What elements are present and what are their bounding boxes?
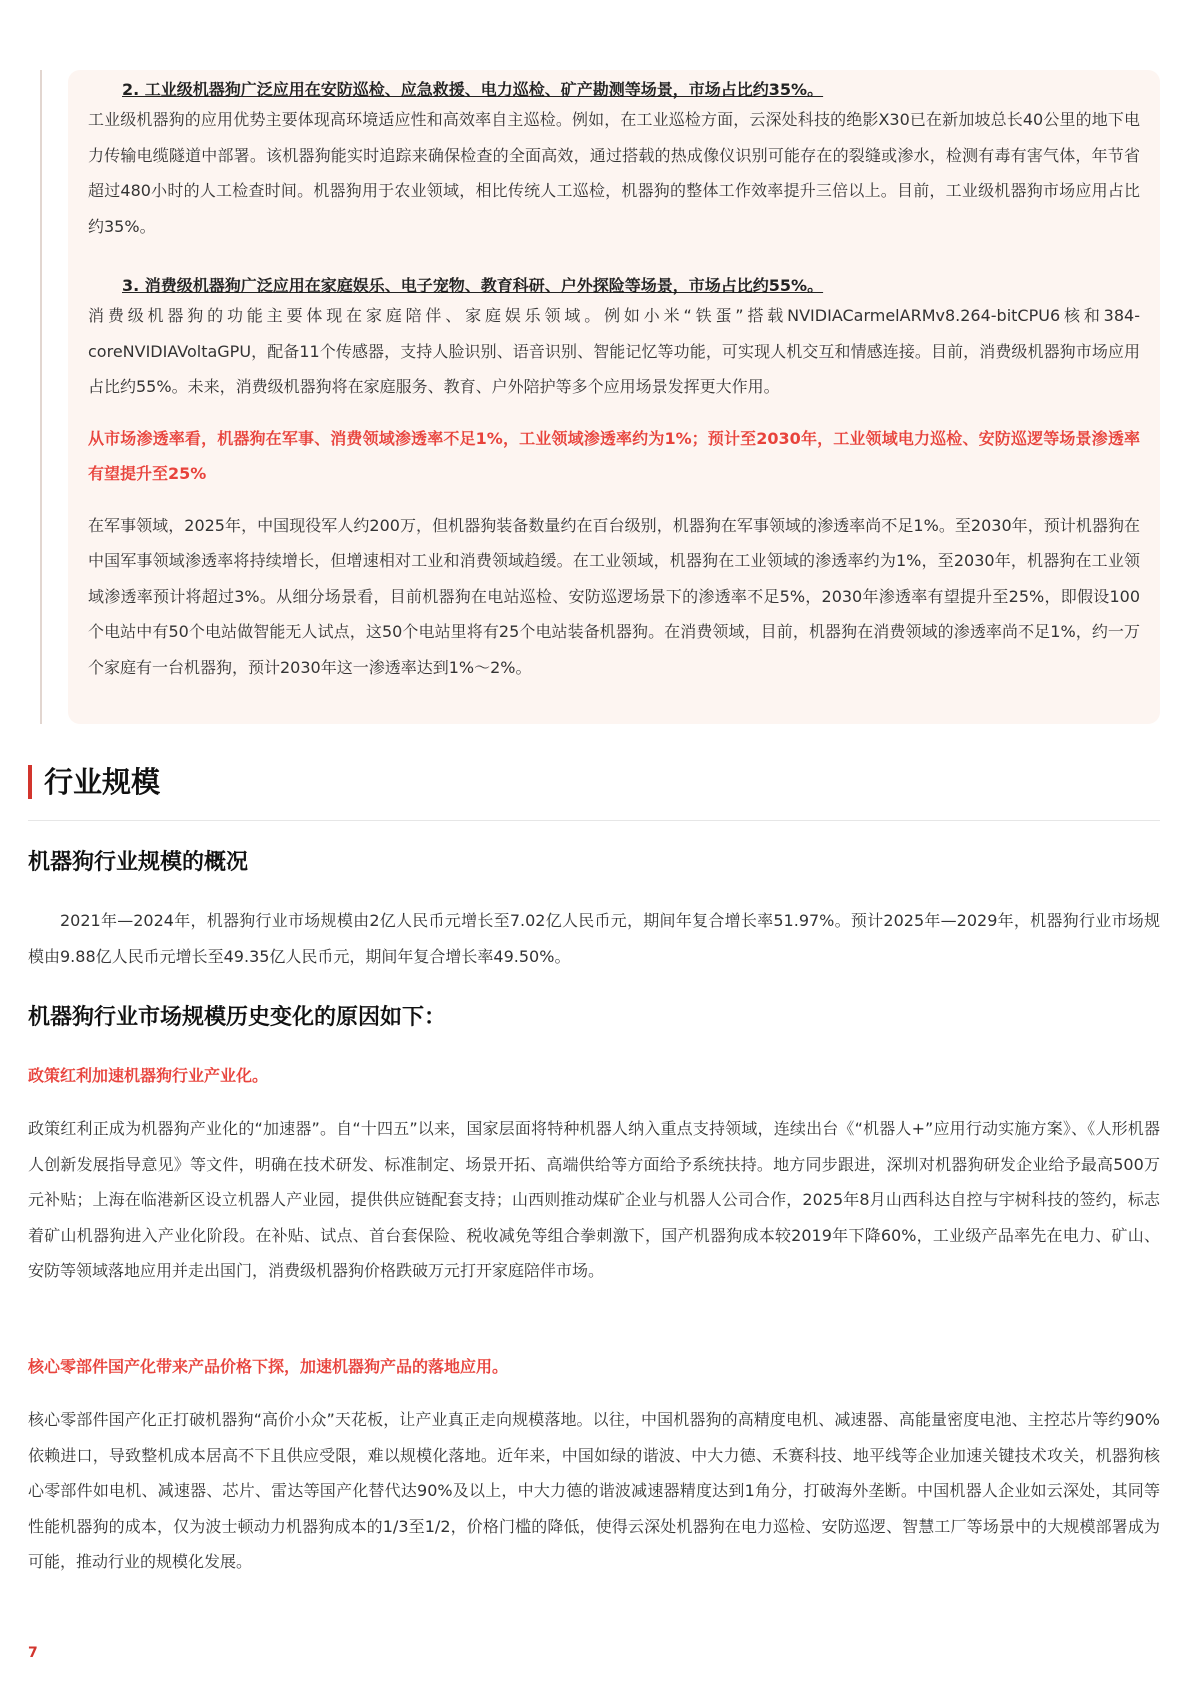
item2-body: 工业级机器狗的应用优势主要体现高环境适应性和高效率自主巡检。例如，在工业巡检方面，云深处科技的绝影X30已在新加坡总长40公里的地下电力传输电缆隧道中部署。该机器狗能实时追踪来确保检查的全面高效，通过搭载的热成像仪识别可能存在的裂缝或渗水，检测有毒有害气体，年节省超过480小时的人工检查时间。机器狗用于农业领域，相比传统人工巡检，机器狗的整体工作效率提升三倍以上。目前，工业级机器狗市场应用占比约35%。 [88,110,1140,236]
reason1-body: 政策红利正成为机器狗产业化的“加速器”。自“十四五”以来，国家层面将特种机器人纳入重点支持领域，连续出台《“机器人+”应用行动实施方案》、《人形机器人创新发展指导意见》等文件，明确在技术研发、标准制定、场景开拓、高端供给等方面给予系统扶持。地方同步跟进，深圳对机器狗研发企业给予最高500万元补贴；上海在临港新区设立机器人产业园，提供供应链配套支持；山西则推动煤矿企业与机器人公司合作，2025年8月山西科达自控与宇树科技的签约，标志着矿山机器狗进入产业化阶段。在补贴、试点、首台套保险、税收减免等组合拳刺激下，国产机器狗成本较2019年下降60%，工业级产品率先在电力、矿山、安防等领域落地应用并走出国门，消费级机器狗价格跌破万元打开家庭陪伴市场。 [28,1119,1160,1280]
overview-heading: 机器狗行业规模的概况 [28,850,249,875]
section-divider [28,820,1160,821]
item3-heading: 3. 消费级机器狗广泛应用在家庭娱乐、电子宠物、教育科研、户外探险等场景，市场占比约55%。 [122,276,824,295]
reason1-heading: 政策红利加速机器狗行业产业化。 [28,1066,269,1085]
card-accent-bar [40,70,42,724]
application-scenarios-card [68,70,1160,724]
penetration-body: 在军事领域，2025年，中国现役军人约200万，但机器狗装备数量约在百台级别，机器狗在军事领域的渗透率尚不足1%。至2030年，预计机器狗在中国军事领域渗透率将持续增长，但增速相对工业和消费领域趋缓。在工业领域，机器狗在工业领域的渗透率约为1%，至2030年，机器狗在工业领域渗透率预计将超过3%。从细分场景看，目前机器狗在电站巡检、安防巡逻场景下的渗透率不足5%，2030年渗透率有望提升至25%，即假设100个电站中有50个电站做智能无人试点，这50个电站里将有25个电站装备机器狗。在消费领域，目前，机器狗在消费领域的渗透率尚不足1%，约一万个家庭有一台机器狗，预计2030年这一渗透率达到1%～2%。 [88,515,1140,677]
reason2-body: 核心零部件国产化正打破机器狗“高价小众”天花板，让产业真正走向规模落地。以往，中国机器狗的高精度电机、减速器、高能量密度电池、主控芯片等约90%依赖进口，导致整机成本居高不下且供应受限，难以规模化落地。近年来，中国如绿的谐波、中大力德、禾赛科技、地平线等企业加速关键技术攻关，机器狗核心零部件如电机、减速器、芯片、雷达等国产化替代达90%及以上，中大力德的谐波减速器精度达到1角分，打破海外垄断。中国机器人企业如云深处，其同等性能机器狗的成本，仅为波士顿动力机器狗成本的1/3至1/2，价格门槛的降低，使得云深处机器狗在电力巡检、安防巡逻、智慧工厂等场景中的大规模部署成为可能，推动行业的规模化发展。 [28,1410,1160,1571]
item2-heading: 2. 工业级机器狗广泛应用在安防巡检、应急救援、电力巡检、矿产勘测等场景，市场占比约35%。 [122,80,824,99]
reason2-heading: 核心零部件国产化带来产品价格下探，加速机器狗产品的落地应用。 [28,1357,509,1376]
page-number: 7 [28,1645,38,1661]
reasons-heading: 机器狗行业市场规模历史变化的原因如下： [28,1005,447,1030]
section-title: 行业规模 [28,765,160,799]
overview-body: 2021年—2024年，机器狗行业市场规模由2亿人民币元增长至7.02亿人民币元，期间年复合增长率51.97%。预计2025年—2029年，机器狗行业市场规模由9.88亿人民币元增长至49.35亿人民币元，期间年复合增长率49.50%。 [28,911,1160,966]
penetration-highlight: 从市场渗透率看，机器狗在军事、消费领域渗透率不足1%，工业领域渗透率约为1%；预计至2030年，工业领域电力巡检、安防巡逻等场景渗透率有望提升至25% [88,428,1140,483]
item3-body: 消费级机器狗的功能主要体现在家庭陪伴、家庭娱乐领域。例如小米“铁蛋”搭载NVIDIACarmelARMv8.264-bitCPU6核和384-coreNVIDIAVoltaGPU，配备11个传感器，支持人脸识别、语音识别、智能记忆等功能，可实现人机交互和情感连接。目前，消费级机器狗市场应用占比约55%。未来，消费级机器狗将在家庭服务、教育、户外陪护等多个应用场景发挥更大作用。 [88,306,1140,396]
